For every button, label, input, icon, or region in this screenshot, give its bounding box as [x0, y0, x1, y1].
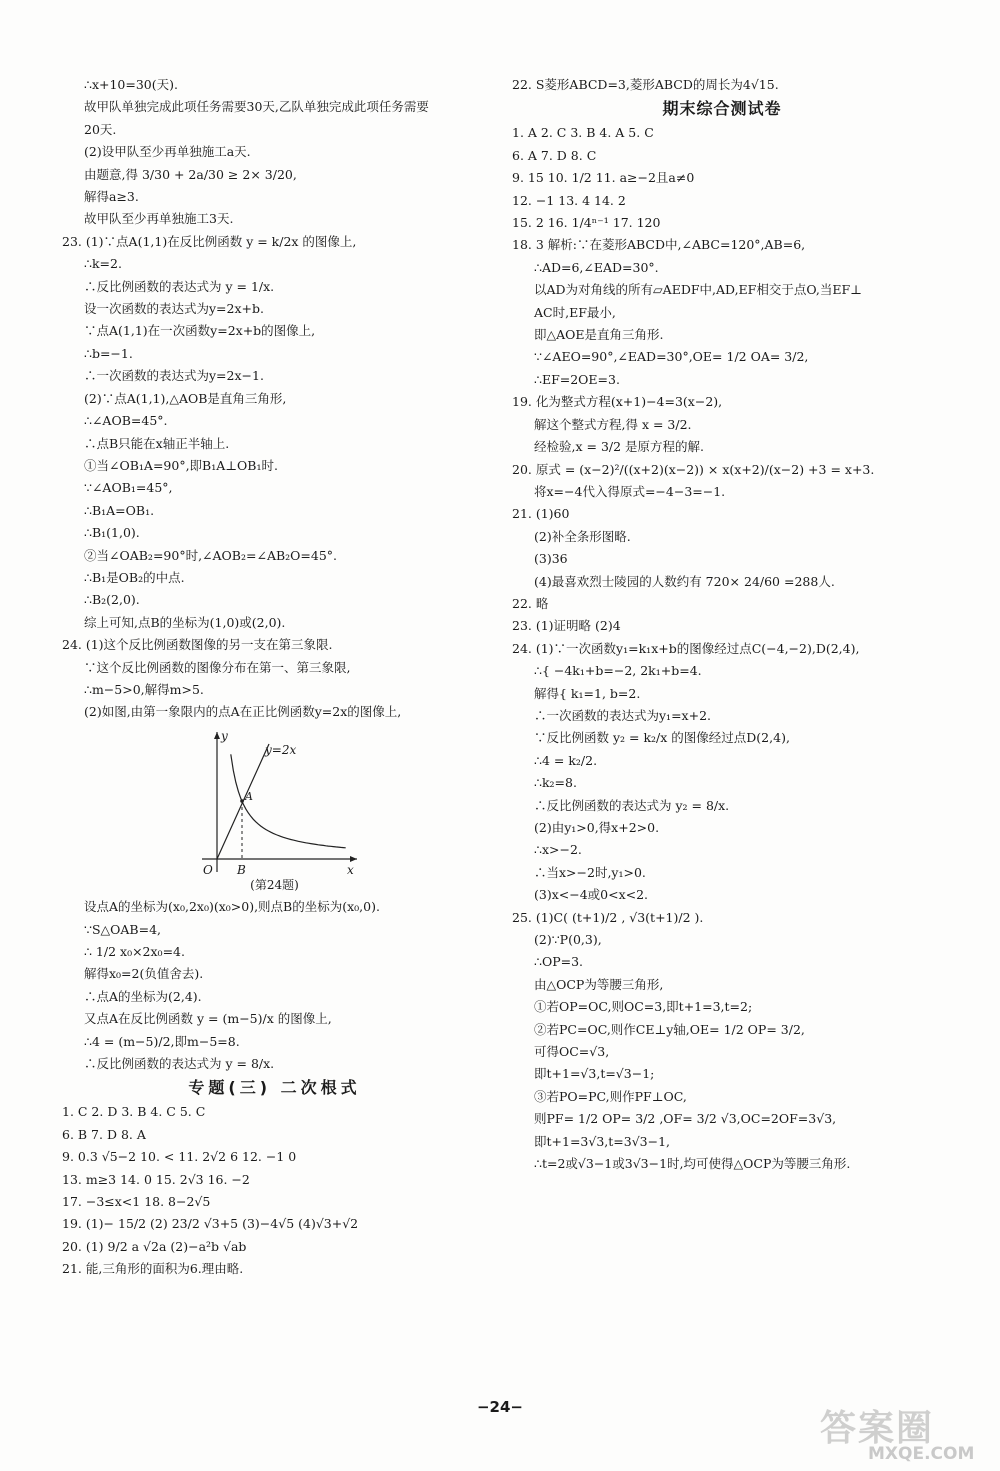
answer-line: 13. m≥3 14. 0 15. 2√3 16. −2	[62, 1171, 250, 1187]
answer-line: ∴ 1/2 x₀×2x₀=4.	[84, 944, 185, 959]
answer-line: 又点A在反比例函数 y = (m−5)/x 的图像上,	[84, 1011, 332, 1027]
origin-label: O	[203, 862, 213, 874]
answer-line: (2)∵P(0,3),	[534, 932, 602, 948]
answer-line: ∴反比例函数的表达式为 y = 8/x.	[84, 1056, 275, 1072]
answer-line: ∴OP=3.	[534, 954, 584, 970]
watermark	[820, 1400, 990, 1465]
answer-line: 20. 原式 = (x−2)²/((x+2)(x−2)) × x(x+2)/(x−2) +3 = x+3.	[512, 461, 875, 477]
answer-line: 23. (1)∵点A(1,1)在反比例函数 y = k/2x 的图像上,	[62, 233, 357, 249]
answer-line: ∴x>−2.	[534, 842, 582, 858]
answer-line: (2)由y₁>0,得x+2>0.	[534, 820, 660, 835]
answer-line: ∴b=−1.	[84, 345, 133, 361]
answer-line: 设一次函数的表达式为y=2x+b.	[84, 301, 264, 317]
answer-line: ∴B₁是OB₂的中点.	[84, 569, 185, 585]
answer-line: 9. 15 10. 1/2 11. a≥−2且a≠0	[512, 170, 695, 186]
graph-svg	[197, 724, 367, 874]
answer-line: ∵∠AOB₁=45°,	[84, 480, 173, 496]
answer-line: (3)x<−4或0<x<2.	[534, 887, 649, 903]
answer-line: ∴B₂(2,0).	[84, 592, 140, 608]
answer-line: ∵反比例函数 y₂ = k₂/x 的图像经过点D(2,4),	[534, 730, 790, 746]
watermark-domain: MXQE.COM	[868, 1444, 975, 1464]
answer-line: 即t+1=√3,t=√3−1;	[534, 1066, 655, 1082]
point-a-label: A	[245, 789, 253, 803]
y-axis-label: y	[221, 728, 228, 743]
answer-line: ∴{ −4k₁+b=−2, 2k₁+b=4.	[534, 663, 702, 679]
answer-line: 综上可知,点B的坐标为(1,0)或(2,0).	[84, 614, 286, 630]
answer-line: ∴一次函数的表达式为y₁=x+2.	[534, 707, 711, 723]
answer-line: 9. 0.3 √5−2 10. < 11. 2√2 6 12. −1 0	[62, 1149, 297, 1165]
answer-line: 将x=−4代入得原式=−4−3=−1.	[534, 483, 726, 499]
answer-line: ③若PO=PC,则作PF⊥OC,	[534, 1088, 687, 1104]
answer-line: 22. S菱形ABCD=3,菱形ABCD的周长为4√15.	[512, 77, 779, 92]
answer-line: 经检验,x = 3/2 是原方程的解.	[534, 439, 705, 455]
answer-line: ∴AD=6,∠EAD=30°.	[534, 259, 659, 275]
answer-line: ②若PC=OC,则作CE⊥y轴,OE= 1/2 OP= 3/2,	[534, 1021, 805, 1037]
point-b-label: B	[237, 862, 246, 874]
line-label: y=2x	[265, 742, 297, 757]
answer-line: ①若OP=OC,则OC=3,即t+1=3,t=2;	[534, 999, 753, 1015]
answer-line: 以AD为对角线的所有▱AEDF中,AD,EF相交于点O,当EF⊥	[534, 282, 862, 298]
answer-line: 25. (1)C( (t+1)/2 , √3(t+1)/2 ).	[512, 909, 704, 925]
answer-line: 1. C 2. D 3. B 4. C 5. C	[62, 1104, 206, 1120]
answer-line: (3)36	[534, 551, 568, 567]
answer-line: 6. A 7. D 8. C	[512, 147, 597, 163]
answer-line: 故甲队单独完成此项任务需要30天,乙队单独完成此项任务需要	[84, 99, 429, 115]
answer-line: ∴m−5>0,解得m>5.	[84, 681, 204, 697]
answer-line: 解得{ k₁=1, b=2.	[534, 685, 641, 701]
answer-line: 设点A的坐标为(x₀,2x₀)(x₀>0),则点B的坐标为(x₀,0).	[84, 899, 380, 915]
answer-line: 6. B 7. D 8. A	[62, 1126, 146, 1142]
answer-line: 解得x₀=2(负值舍去).	[84, 966, 204, 982]
answer-line: ∴B₁(1,0).	[84, 525, 140, 541]
watermark-logo: 答案圈	[820, 1408, 935, 1449]
answer-line: 即t+1=3√3,t=3√3−1,	[534, 1133, 671, 1149]
y-axis-arrow	[214, 732, 220, 739]
answer-line: (4)最喜欢烈士陵园的人数约有 720× 24/60 =288人.	[534, 573, 835, 589]
answer-line: AC时,EF最小,	[534, 304, 616, 320]
answer-line: ∴t=2或√3−1或3√3−1时,均可使得△OCP为等腰三角形.	[534, 1156, 851, 1172]
x-axis-arrow	[350, 856, 357, 862]
section-title: 专题(三) 二次根式	[188, 1078, 361, 1098]
answer-line: 23. (1)证明略 (2)4	[512, 618, 621, 634]
answer-line: 可得OC=√3,	[534, 1044, 610, 1060]
figure-caption: (第24题)	[250, 877, 299, 892]
answer-line: 故甲队至少再单独施工3天.	[84, 211, 234, 227]
answer-line: ∵点A(1,1)在一次函数y=2x+b的图像上,	[84, 323, 316, 339]
answer-line: ∴点B只能在x轴正半轴上.	[84, 435, 230, 451]
answer-line: ∴B₁A=OB₁.	[84, 502, 155, 518]
page-number: −24−	[476, 1398, 523, 1416]
answer-line: 由△OCP为等腰三角形,	[534, 976, 664, 992]
answer-line: ∴反比例函数的表达式为 y₂ = 8/x.	[534, 797, 730, 813]
answer-line: ∴当x>−2时,y₁>0.	[534, 864, 646, 880]
answer-line: 由题意,得 3/30 + 2a/30 ≥ 2× 3/20,	[84, 166, 297, 182]
answer-line: 22. 略	[512, 595, 549, 611]
x-axis-label: x	[347, 862, 354, 874]
answer-line: 21. (1)60	[512, 506, 570, 522]
answer-line: ∴∠AOB=45°.	[84, 413, 168, 429]
answer-line: ∴4 = (m−5)/2,即m−5=8.	[84, 1033, 240, 1049]
figure-24	[197, 724, 367, 874]
answer-line: 19. 化为整式方程(x+1)−4=3(x−2),	[512, 394, 723, 410]
answer-line: ∴反比例函数的表达式为 y = 1/x.	[84, 278, 275, 294]
answer-line: 21. 能,三角形的面积为6.理由略.	[62, 1261, 244, 1277]
answer-line: ①当∠OB₁A=90°,即B₁A⊥OB₁时.	[84, 457, 278, 473]
answer-line: ∴x+10=30(天).	[84, 77, 178, 92]
answer-line: ∵这个反比例函数的图像分布在第一、第三象限,	[84, 659, 351, 675]
answer-line: 12. −1 13. 4 14. 2	[512, 192, 626, 208]
answer-line: (2)设甲队至少再单独施工a天.	[84, 144, 251, 160]
answer-line: 20. (1) 9/2 a √2a (2)−a²b √ab	[62, 1238, 247, 1254]
final-exam-title: 期末综合测试卷	[662, 99, 782, 119]
answer-line: 即△AOE是直角三角形.	[534, 327, 664, 343]
answer-line: ∴k=2.	[84, 256, 122, 272]
answer-line: 24. (1)这个反比例函数图像的另一支在第三象限.	[62, 637, 333, 653]
answer-line: (2)∵点A(1,1),△AOB是直角三角形,	[84, 390, 287, 406]
answer-line: 17. −3≤x<1 18. 8−2√5	[62, 1194, 211, 1210]
answer-line: ∴点A的坐标为(2,4).	[84, 988, 202, 1004]
answer-line: 24. (1)∵一次函数y₁=k₁x+b的图像经过点C(−4,−2),D(2,4),	[512, 640, 860, 656]
answer-line: 1. A 2. C 3. B 4. A 5. C	[512, 125, 654, 141]
answer-line: ∴一次函数的表达式为y=2x−1.	[84, 368, 264, 384]
answer-line: ∴EF=2OE=3.	[534, 371, 620, 387]
answer-line: 20天.	[84, 121, 117, 137]
answer-line: 18. 3 解析:∵在菱形ABCD中,∠ABC=120°,AB=6,	[512, 237, 806, 253]
point-a	[240, 799, 244, 803]
answer-line: 19. (1)− 15/2 (2) 23/2 √3+5 (3)−4√5 (4)√3+√2	[62, 1216, 359, 1232]
answer-line: (2)补全条形图略.	[534, 528, 631, 544]
answer-line: 解得a≥3.	[84, 189, 139, 205]
left-column	[62, 74, 487, 1281]
answer-line: ②当∠OAB₂=90°时,∠AOB₂=∠AB₂O=45°.	[84, 547, 338, 563]
answer-line: ∵∠AEO=90°,∠EAD=30°,OE= 1/2 OA= 3/2,	[534, 349, 809, 365]
answer-line: ∴4 = k₂/2.	[534, 752, 598, 768]
answer-line: (2)如图,由第一象限内的点A在正比例函数y=2x的图像上,	[84, 704, 402, 720]
right-column	[512, 74, 932, 1176]
answer-line: ∵S△OAB=4,	[84, 921, 161, 937]
answer-line: 解这个整式方程,得 x = 3/2.	[534, 416, 692, 432]
answer-line: ∴k₂=8.	[534, 775, 577, 791]
answer-line: 则PF= 1/2 OP= 3/2 ,OF= 3/2 √3,OC=2OF=3√3,	[534, 1111, 837, 1127]
answer-line: 15. 2 16. 1/4ⁿ⁻¹ 17. 120	[512, 215, 661, 231]
